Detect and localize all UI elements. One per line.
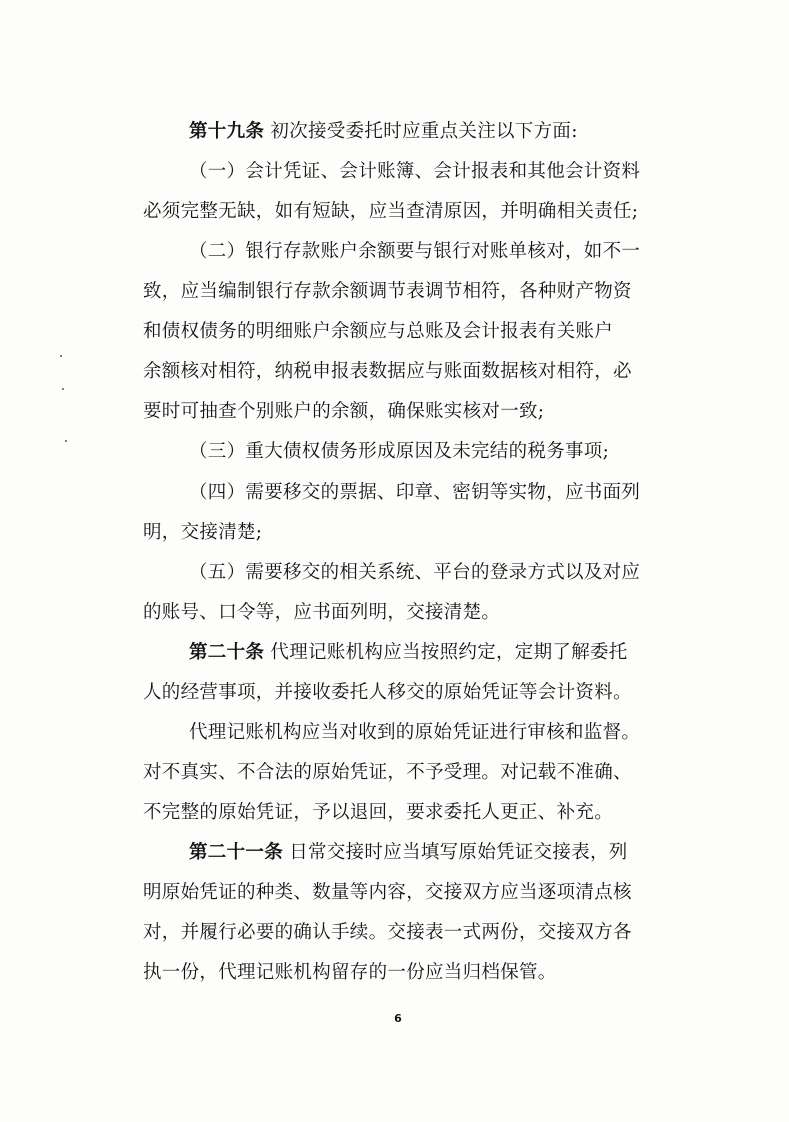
article-21-line: 对，并履行必要的确认手续。交接表一式两份，交接双方各 bbox=[143, 922, 632, 943]
article-20-line: 对不真实、不合法的原始凭证，不予受理。对记载不准确、 bbox=[143, 762, 632, 783]
article-21-heading: 第二十一条 bbox=[189, 842, 284, 863]
article-19-item-5-line: （五）需要移交的相关系统、平台的登录方式以及对应 bbox=[189, 562, 641, 583]
article-19-item-1-line: （一）会计凭证、会计账簿、会计报表和其他会计资料 bbox=[189, 161, 641, 182]
article-19-intro bbox=[143, 115, 578, 149]
scan-speck bbox=[60, 355, 62, 357]
article-19-item-2-line: 余额核对相符，纳税申报表数据应与账面数据核对相符，必 bbox=[143, 361, 632, 382]
article-19-item-5-line: 的账号、口令等，应书面列明，交接清楚。 bbox=[143, 602, 501, 623]
article-21-line: 明原始凭证的种类、数量等内容，交接双方应当逐项清点核 bbox=[143, 882, 632, 903]
scan-speck bbox=[65, 440, 67, 442]
article-19-item-1-line: 必须完整无缺，如有短缺，应当查清原因，并明确相关责任; bbox=[143, 201, 639, 222]
article-20-first-line bbox=[143, 636, 628, 670]
article-19-item-4-line: （四）需要移交的票据、印章、密钥等实物，应书面列 bbox=[189, 482, 641, 503]
article-20-line: 人的经营事项，并接收委托人移交的原始凭证等会计资料。 bbox=[143, 682, 632, 703]
article-21-text: 日常交接时应当填写原始凭证交接表，列 bbox=[289, 842, 628, 863]
article-21-line: 执一份，代理记账机构留存的一份应当归档保管。 bbox=[143, 962, 557, 983]
article-19-item-2-line: （二）银行存款账户余额要与银行对账单核对，如不一 bbox=[189, 241, 641, 262]
article-20-text: 代理记账机构应当按照约定，定期了解委托 bbox=[270, 642, 628, 663]
article-19-item-2-line: 要时可抽查个别账户的余额，确保账实核对一致; bbox=[143, 401, 545, 422]
article-20-heading: 第二十条 bbox=[189, 642, 265, 663]
article-19-heading: 第十九条 bbox=[189, 121, 265, 142]
article-20-line: 代理记账机构应当对收到的原始凭证进行审核和监督。 bbox=[189, 722, 641, 743]
page-number: 6 bbox=[394, 1012, 402, 1025]
article-19-intro-text: 初次接受委托时应重点关注以下方面: bbox=[270, 121, 578, 142]
article-19-item-3-line: （三）重大债权债务形成原因及未完结的税务事项; bbox=[189, 441, 610, 462]
article-19-item-2-line: 和债权债务的明细账户余额应与总账及会计报表有关账户 bbox=[143, 321, 614, 342]
article-20-line: 不完整的原始凭证，予以退回，要求委托人更正、补充。 bbox=[143, 802, 614, 823]
article-19-item-4-line: 明，交接清楚; bbox=[143, 522, 263, 543]
scan-speck bbox=[62, 388, 64, 390]
article-19-item-2-line: 致，应当编制银行存款余额调节表调节相符，各种财产物资 bbox=[143, 281, 632, 302]
article-21-first-line bbox=[143, 836, 628, 870]
